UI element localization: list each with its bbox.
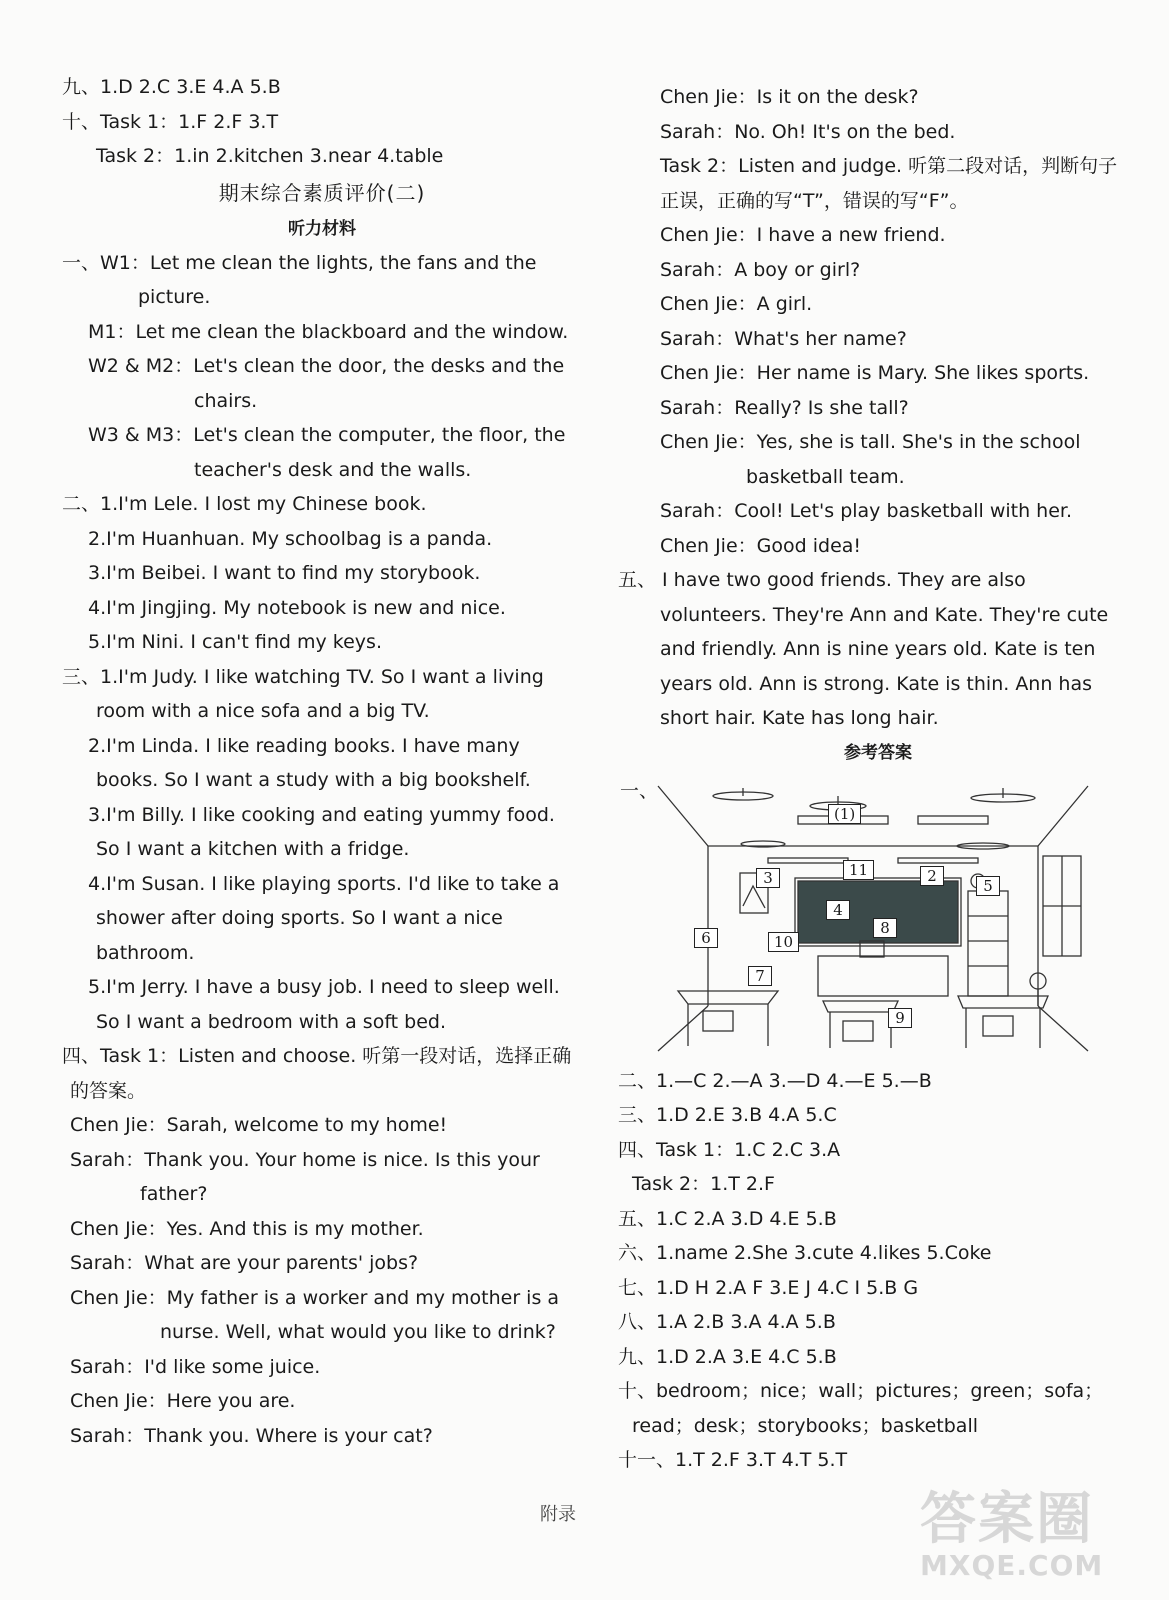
text-line: read；desk；storybooks；basketball (632, 1414, 979, 1437)
text-line: Sarah：A boy or girl? (660, 258, 861, 281)
picture-label-6: 6 (694, 928, 718, 948)
text-line: Chen Jie：Here you are. (70, 1390, 296, 1412)
classroom-picture (620, 776, 1098, 1056)
answer-key (618, 1064, 1138, 1478)
watermark-url: MXQE.COM (920, 1549, 1104, 1582)
text-line: Task 2：1.T 2.F (632, 1173, 775, 1195)
text-line: W2 & M2：Let's clean the door, the desks and the (88, 355, 565, 377)
text-line: Chen Jie：Good idea! (660, 534, 862, 557)
picture-label-2: 2 (920, 866, 944, 886)
text-line: 三、1.I'm Judy. I like watching TV. So I want a living (62, 665, 544, 688)
answers-title: 参考答案 (844, 742, 912, 763)
text-line: Sarah：What are your parents' jobs? (70, 1252, 419, 1274)
text-line: Chen Jie：Sarah, welcome to my home! (70, 1114, 448, 1136)
text-line: Chen Jie：Her name is Mary. She likes sports. (660, 362, 1090, 384)
text-line: 的答案。 (70, 1079, 147, 1102)
classroom-illustration (648, 776, 1098, 1056)
text-line: So I want a bedroom with a soft bed. (96, 1010, 447, 1033)
text-line: Chen Jie：A girl. (660, 293, 813, 315)
text-line: Sarah：Thank you. Where is your cat? (70, 1424, 433, 1447)
text-line: 二、1.I'm Lele. I lost my Chinese book. (62, 493, 427, 515)
text-line: 3.I'm Billy. I like cooking and eating yummy food. (88, 803, 555, 826)
text-line: basketball team. (746, 465, 905, 488)
subsection-title: 听力材料 (288, 218, 356, 239)
text-line: 五、 I have two good friends. They are also (618, 569, 1026, 591)
picture-label-7: 7 (748, 966, 772, 986)
text-line: shower after doing sports. So I want a nice (96, 907, 503, 929)
text-line: Chen Jie：I have a new friend. (660, 224, 946, 246)
text-line: short hair. Kate has long hair. (660, 707, 939, 729)
text-line: 七、1.D H 2.A F 3.E J 4.C I 5.B G (618, 1276, 919, 1299)
text-line: books. So I want a study with a big bookshelf. (96, 769, 531, 791)
text-line: 四、Task 1：Listen and choose. 听第一段对话，选择正确 (62, 1045, 572, 1067)
text-line: 六、1.name 2.She 3.cute 4.likes 5.Coke (618, 1242, 992, 1264)
text-line: Chen Jie：My father is a worker and my mother is a (70, 1286, 560, 1309)
text-line: W3 & M3：Let's clean the computer, the floor, the (88, 424, 566, 446)
text-line: Sarah：Thank you. Your home is nice. Is this your (70, 1148, 540, 1171)
text-line: years old. Ann is strong. Kate is thin. Ann has (660, 672, 1093, 695)
text-line: 2.I'm Huanhuan. My schoolbag is a panda. (88, 527, 493, 550)
picture-label-3: 3 (756, 868, 780, 888)
text-line: 一、W1：Let me clean the lights, the fans and the (62, 251, 537, 274)
section-title: 期末综合素质评价(二) (218, 180, 426, 205)
picture-section-marker: 一、 (620, 779, 659, 802)
text-line: Task 2：Listen and judge. 听第二段对话，判断句子 (660, 155, 1118, 177)
text-line: M1：Let me clean the blackboard and the window. (88, 320, 569, 343)
picture-label-4: 4 (826, 900, 850, 920)
page-footer: 附录 (540, 1504, 576, 1525)
text-line: 十、Task 1：1.F 2.F 3.T (62, 110, 279, 133)
picture-label-11: 11 (843, 860, 874, 880)
text-line: Chen Jie：Yes, she is tall. She's in the school (660, 431, 1081, 453)
text-line: Sarah：I'd like some juice. (70, 1355, 321, 1378)
right-listening-text (618, 80, 1138, 736)
text-line: 九、1.D 2.C 3.E 4.A 5.B (62, 76, 281, 98)
text-line: 正误，正确的写“T”，错误的写“F”。 (660, 189, 969, 212)
picture-label-5: 5 (976, 876, 1000, 896)
text-line: Task 2：1.in 2.kitchen 3.near 4.table (96, 145, 444, 167)
text-line: 3.I'm Beibei. I want to find my storybook. (88, 562, 481, 584)
text-line: 4.I'm Susan. I like playing sports. I'd like to take a (88, 872, 560, 895)
text-line: picture. (138, 286, 211, 308)
text-line: 九、1.D 2.A 3.E 4.C 5.B (618, 1345, 837, 1368)
text-line: 三、1.D 2.E 3.B 4.A 5.C (618, 1104, 837, 1126)
text-line: and friendly. Ann is nine years old. Kate is ten (660, 638, 1096, 660)
text-line: father? (140, 1183, 208, 1205)
text-line: 四、Task 1：1.C 2.C 3.A (618, 1138, 841, 1161)
text-line: Sarah：No. Oh! It's on the bed. (660, 120, 956, 143)
text-line: nurse. Well, what would you like to drink? (160, 1321, 556, 1343)
watermark-logo (920, 1475, 1160, 1595)
text-line: 二、1.—C 2.—A 3.—D 4.—E 5.—B (618, 1069, 932, 1092)
text-line: room with a nice sofa and a big TV. (96, 700, 430, 722)
text-line: Chen Jie：Is it on the desk? (660, 86, 919, 108)
picture-label-1: (1) (828, 804, 861, 824)
picture-label-8: 8 (873, 918, 897, 938)
text-line: 十一、1.T 2.F 3.T 4.T 5.T (618, 1449, 848, 1471)
text-line: So I want a kitchen with a fridge. (96, 838, 410, 860)
left-column (62, 70, 582, 1453)
text-line: 八、1.A 2.B 3.A 4.A 5.B (618, 1311, 836, 1333)
picture-label-10: 10 (768, 932, 799, 952)
text-line: 五、1.C 2.A 3.D 4.E 5.B (618, 1207, 837, 1230)
text-line: Sarah：What's her name? (660, 327, 907, 350)
text-line: Sarah：Really? Is she tall? (660, 396, 909, 419)
text-line: 5.I'm Jerry. I have a busy job. I need to sleep well. (88, 976, 560, 998)
text-line: Chen Jie：Yes. And this is my mother. (70, 1217, 424, 1240)
picture-label-9: 9 (888, 1008, 912, 1028)
text-line: volunteers. They're Ann and Kate. They're cute (660, 603, 1109, 626)
text-line: 5.I'm Nini. I can't find my keys. (88, 631, 382, 653)
text-line: teacher's desk and the walls. (194, 458, 472, 481)
text-line: 2.I'm Linda. I like reading books. I have many (88, 734, 520, 757)
watermark-text: 答案圈 (920, 1487, 1094, 1552)
text-line: chairs. (194, 389, 258, 412)
text-line: 4.I'm Jingjing. My notebook is new and nice. (88, 596, 506, 619)
text-line: 十、bedroom；nice；wall；pictures；green；sofa； (618, 1380, 1104, 1402)
text-line: Sarah：Cool! Let's play basketball with her. (660, 500, 1073, 522)
right-column (618, 80, 1138, 1478)
text-line: bathroom. (96, 941, 195, 964)
